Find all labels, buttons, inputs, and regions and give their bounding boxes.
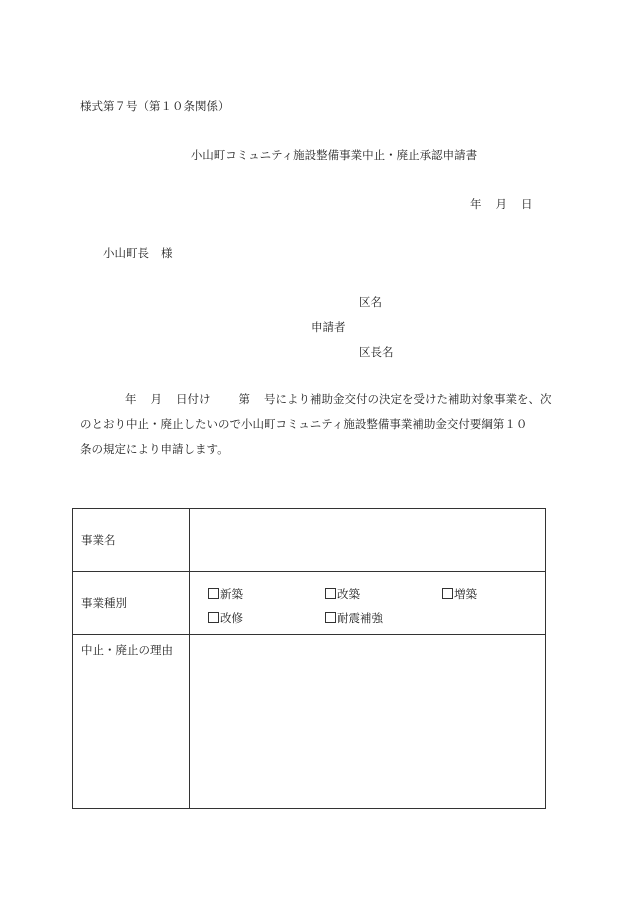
project-type-options <box>190 572 546 635</box>
body-line-3: 条の規定により申請します。 <box>80 442 229 456</box>
document-title: 小山町コミュニティ施設整備事業中止・廃止承認申請書 <box>190 148 478 162</box>
project-type-row <box>73 572 546 635</box>
body-number-prefix: 第 <box>238 392 250 406</box>
date-line <box>470 197 533 211</box>
addressee-honorific: 様 <box>161 246 173 260</box>
addressee <box>103 246 173 260</box>
project-name-field[interactable] <box>190 509 546 572</box>
body-line-1 <box>80 387 550 412</box>
body-month: 月 <box>150 392 162 406</box>
reason-label: 中止・廃止の理由 <box>73 635 190 809</box>
body-dated: 日付け <box>176 392 211 406</box>
option-rebuild[interactable]: 改築 <box>325 586 360 602</box>
body-year: 年 <box>125 392 137 406</box>
option-new-construction[interactable]: 新築 <box>208 586 243 602</box>
project-type-label: 事業種別 <box>73 572 190 635</box>
project-name-row <box>73 509 546 572</box>
form-number: 様式第７号（第１０条関係） <box>80 99 230 113</box>
option-seismic-reinforcement[interactable]: 耐震補強 <box>325 610 383 626</box>
addressee-name: 小山町長 <box>103 246 149 260</box>
reason-field[interactable] <box>190 635 546 809</box>
district-name-label: 区名 <box>359 295 382 309</box>
checkbox-icon[interactable] <box>442 588 453 599</box>
application-body <box>80 387 550 462</box>
project-details-table <box>72 508 546 809</box>
body-line-1-rest: 号により補助金交付の決定を受けた補助対象事業を、次 <box>264 392 552 406</box>
reason-row <box>73 635 546 809</box>
option-extension[interactable]: 増築 <box>442 586 477 602</box>
date-month: 月 <box>495 197 507 211</box>
checkbox-icon[interactable] <box>325 612 336 623</box>
checkbox-icon[interactable] <box>208 612 219 623</box>
body-line-2: のとおり中止・廃止したいので小山町コミュニティ施設整備事業補助金交付要綱第１０ <box>80 417 528 431</box>
date-day: 日 <box>521 197 533 211</box>
applicant-label: 申請者 <box>311 320 346 334</box>
option-renovation[interactable]: 改修 <box>208 610 243 626</box>
checkbox-icon[interactable] <box>325 588 336 599</box>
project-name-label: 事業名 <box>73 509 190 572</box>
checkbox-icon[interactable] <box>208 588 219 599</box>
date-year: 年 <box>470 197 482 211</box>
district-head-label: 区長名 <box>359 345 394 359</box>
